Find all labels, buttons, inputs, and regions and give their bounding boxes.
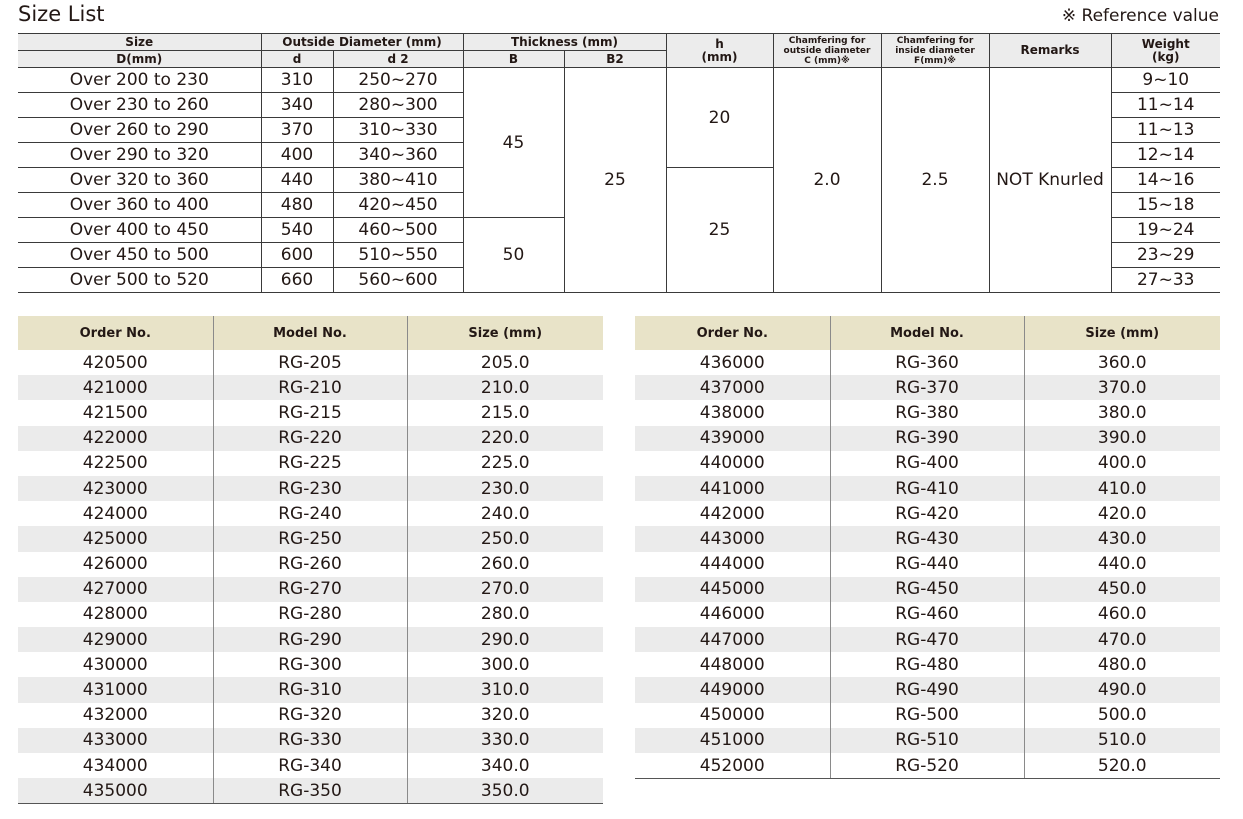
order-row xyxy=(18,426,603,451)
header-size-mm: Size (mm) xyxy=(407,316,603,350)
size-value: 270.0 xyxy=(407,577,603,602)
size-range: Over 360 to 400 xyxy=(18,193,261,218)
size-weight: 15~18 xyxy=(1111,193,1220,218)
header-size: Size xyxy=(18,34,261,51)
model-number: RG-230 xyxy=(213,476,407,501)
size-d2: 310~330 xyxy=(333,118,463,143)
model-number: RG-370 xyxy=(830,375,1024,400)
model-number: RG-500 xyxy=(830,703,1024,728)
model-number: RG-290 xyxy=(213,627,407,652)
model-number: RG-470 xyxy=(830,627,1024,652)
header-size-mm: Size (mm) xyxy=(1024,316,1220,350)
order-row xyxy=(18,627,603,652)
size-d: 660 xyxy=(261,268,333,293)
order-row xyxy=(635,526,1220,551)
header-order-no: Order No. xyxy=(635,316,830,350)
size-weight: 11~14 xyxy=(1111,93,1220,118)
model-number: RG-215 xyxy=(213,400,407,425)
size-value: 450.0 xyxy=(1024,577,1220,602)
order-number: 424000 xyxy=(82,503,148,524)
remarks-value: NOT Knurled xyxy=(989,68,1111,293)
order-row xyxy=(635,552,1220,577)
order-row xyxy=(18,753,603,778)
size-row xyxy=(18,68,1220,93)
header-chamfer-outside: Chamfering for outside diameter C (mm)※ xyxy=(773,34,881,68)
size-value: 510.0 xyxy=(1024,728,1220,753)
order-number: 430000 xyxy=(82,654,148,675)
size-d: 480 xyxy=(261,193,333,218)
order-number: 438000 xyxy=(699,402,765,423)
header-h: h (mm) xyxy=(666,34,773,68)
size-range: Over 260 to 290 xyxy=(18,118,261,143)
header-outside-diameter: Outside Diameter (mm) xyxy=(261,34,463,51)
order-number: 446000 xyxy=(699,604,765,625)
order-number: 427000 xyxy=(18,577,213,602)
order-number: 450000 xyxy=(699,705,765,726)
model-number: RG-300 xyxy=(213,652,407,677)
size-d2: 280~300 xyxy=(333,93,463,118)
order-row xyxy=(635,501,1220,526)
size-d: 600 xyxy=(261,243,333,268)
model-number: RG-430 xyxy=(830,526,1024,551)
model-number: RG-260 xyxy=(213,552,407,577)
order-row xyxy=(635,400,1220,425)
size-value: 260.0 xyxy=(407,552,603,577)
size-d2: 560~600 xyxy=(333,268,463,293)
size-value: 250.0 xyxy=(407,526,603,551)
header-remarks: Remarks xyxy=(989,34,1111,68)
thickness-b-group2: 50 xyxy=(463,218,564,293)
size-table xyxy=(18,33,1220,293)
order-number: 421000 xyxy=(18,375,213,400)
size-value: 480.0 xyxy=(1024,652,1220,677)
size-value: 300.0 xyxy=(407,652,603,677)
size-d: 540 xyxy=(261,218,333,243)
h-group1: 20 xyxy=(666,68,773,168)
order-number: 421500 xyxy=(82,402,148,423)
model-number: RG-330 xyxy=(213,728,407,753)
model-number: RG-225 xyxy=(213,451,407,476)
order-number: 443000 xyxy=(635,526,830,551)
order-number: 442000 xyxy=(699,503,765,524)
thickness-b2: 25 xyxy=(564,68,666,293)
order-number: 434000 xyxy=(82,755,148,776)
size-weight: 9~10 xyxy=(1111,68,1220,93)
order-number: 428000 xyxy=(82,604,148,625)
size-value: 205.0 xyxy=(407,350,603,375)
size-weight: 12~14 xyxy=(1111,143,1220,168)
size-weight: 14~16 xyxy=(1111,168,1220,193)
order-row xyxy=(635,350,1220,375)
order-row xyxy=(18,703,603,728)
size-value: 330.0 xyxy=(407,728,603,753)
order-table-left xyxy=(18,316,603,804)
order-number: 436000 xyxy=(699,352,765,373)
order-number: 445000 xyxy=(635,577,830,602)
order-number: 426000 xyxy=(82,554,148,575)
order-row xyxy=(18,728,603,753)
order-number: 432000 xyxy=(82,705,148,726)
order-number: 444000 xyxy=(699,554,765,575)
order-row xyxy=(635,677,1220,702)
size-range: Over 400 to 450 xyxy=(18,218,261,243)
order-row xyxy=(635,703,1220,728)
size-value: 290.0 xyxy=(407,627,603,652)
order-row xyxy=(18,602,603,627)
model-number: RG-410 xyxy=(830,476,1024,501)
order-number: 420500 xyxy=(82,352,148,373)
header-chamfer-inside: Chamfering for inside diameter F(mm)※ xyxy=(881,34,989,68)
order-row xyxy=(18,552,603,577)
size-weight: 27~33 xyxy=(1111,268,1220,293)
size-value: 340.0 xyxy=(407,753,603,778)
header-d: d xyxy=(261,51,333,68)
page-title: Size List xyxy=(18,2,105,26)
model-number: RG-490 xyxy=(830,677,1024,702)
order-row xyxy=(18,501,603,526)
size-weight: 23~29 xyxy=(1111,243,1220,268)
order-number: 437000 xyxy=(635,375,830,400)
size-value: 350.0 xyxy=(407,778,603,804)
size-d2: 340~360 xyxy=(333,143,463,168)
chamfer-outside-value: 2.0 xyxy=(773,68,881,293)
size-value: 310.0 xyxy=(407,677,603,702)
size-d: 370 xyxy=(261,118,333,143)
size-range: Over 230 to 260 xyxy=(18,93,261,118)
size-value: 500.0 xyxy=(1024,703,1220,728)
model-number: RG-220 xyxy=(213,426,407,451)
size-d2: 510~550 xyxy=(333,243,463,268)
order-number: 447000 xyxy=(635,627,830,652)
size-d2: 380~410 xyxy=(333,168,463,193)
size-value: 520.0 xyxy=(1024,753,1220,779)
size-weight: 19~24 xyxy=(1111,218,1220,243)
size-value: 400.0 xyxy=(1024,451,1220,476)
order-number: 422500 xyxy=(82,453,148,474)
order-number: 440000 xyxy=(699,453,765,474)
model-number: RG-250 xyxy=(213,526,407,551)
size-weight: 11~13 xyxy=(1111,118,1220,143)
model-number: RG-440 xyxy=(830,552,1024,577)
size-value: 240.0 xyxy=(407,501,603,526)
model-number: RG-240 xyxy=(213,501,407,526)
order-row xyxy=(18,451,603,476)
order-row xyxy=(18,577,603,602)
thickness-b-group1: 45 xyxy=(463,68,564,218)
reference-note: ※ Reference value xyxy=(1061,6,1219,26)
h-group2: 25 xyxy=(666,168,773,293)
order-number: 422000 xyxy=(18,426,213,451)
order-number: 431000 xyxy=(18,677,213,702)
size-value: 490.0 xyxy=(1024,677,1220,702)
header-b: B xyxy=(463,51,564,68)
order-row xyxy=(18,652,603,677)
size-value: 320.0 xyxy=(407,703,603,728)
order-row xyxy=(635,728,1220,753)
order-row xyxy=(635,375,1220,400)
size-range: Over 290 to 320 xyxy=(18,143,261,168)
size-d: 310 xyxy=(261,68,333,93)
order-number: 435000 xyxy=(18,778,213,804)
order-row xyxy=(18,350,603,375)
size-range: Over 500 to 520 xyxy=(18,268,261,293)
size-value: 410.0 xyxy=(1024,476,1220,501)
model-number: RG-310 xyxy=(213,677,407,702)
order-number: 441000 xyxy=(635,476,830,501)
size-value: 230.0 xyxy=(407,476,603,501)
model-number: RG-400 xyxy=(830,451,1024,476)
order-row xyxy=(18,400,603,425)
order-number: 448000 xyxy=(699,654,765,675)
size-value: 215.0 xyxy=(407,400,603,425)
order-row xyxy=(635,451,1220,476)
size-d2: 420~450 xyxy=(333,193,463,218)
order-row xyxy=(635,476,1220,501)
header-b2: B2 xyxy=(564,51,666,68)
model-number: RG-520 xyxy=(830,753,1024,779)
size-range: Over 200 to 230 xyxy=(18,68,261,93)
chamfer-inside-value: 2.5 xyxy=(881,68,989,293)
model-number: RG-390 xyxy=(830,426,1024,451)
order-number: 429000 xyxy=(18,627,213,652)
size-d2: 460~500 xyxy=(333,218,463,243)
size-value: 430.0 xyxy=(1024,526,1220,551)
size-value: 360.0 xyxy=(1024,350,1220,375)
model-number: RG-320 xyxy=(213,703,407,728)
order-table-right xyxy=(635,316,1220,779)
model-number: RG-350 xyxy=(213,778,407,804)
size-value: 470.0 xyxy=(1024,627,1220,652)
model-number: RG-360 xyxy=(830,350,1024,375)
size-d: 340 xyxy=(261,93,333,118)
size-value: 220.0 xyxy=(407,426,603,451)
size-d2: 250~270 xyxy=(333,68,463,93)
size-value: 370.0 xyxy=(1024,375,1220,400)
model-number: RG-210 xyxy=(213,375,407,400)
order-number: 439000 xyxy=(635,426,830,451)
header-model-no: Model No. xyxy=(830,316,1024,350)
model-number: RG-480 xyxy=(830,652,1024,677)
size-d: 400 xyxy=(261,143,333,168)
size-range: Over 450 to 500 xyxy=(18,243,261,268)
model-number: RG-420 xyxy=(830,501,1024,526)
size-value: 460.0 xyxy=(1024,602,1220,627)
size-d: 440 xyxy=(261,168,333,193)
header-thickness: Thickness (mm) xyxy=(463,34,666,51)
size-value: 420.0 xyxy=(1024,501,1220,526)
model-number: RG-380 xyxy=(830,400,1024,425)
model-number: RG-205 xyxy=(213,350,407,375)
order-row xyxy=(18,677,603,702)
model-number: RG-280 xyxy=(213,602,407,627)
header-order-no: Order No. xyxy=(18,316,213,350)
order-row xyxy=(635,627,1220,652)
size-value: 440.0 xyxy=(1024,552,1220,577)
header-size-unit: D(mm) xyxy=(18,51,261,68)
order-row xyxy=(635,602,1220,627)
size-range: Over 320 to 360 xyxy=(18,168,261,193)
model-number: RG-510 xyxy=(830,728,1024,753)
order-number: 452000 xyxy=(635,753,830,779)
model-number: RG-450 xyxy=(830,577,1024,602)
header-model-no: Model No. xyxy=(213,316,407,350)
order-row xyxy=(18,526,603,551)
size-value: 390.0 xyxy=(1024,426,1220,451)
order-row xyxy=(635,753,1220,779)
model-number: RG-340 xyxy=(213,753,407,778)
size-value: 280.0 xyxy=(407,602,603,627)
order-row xyxy=(18,375,603,400)
model-number: RG-460 xyxy=(830,602,1024,627)
order-row xyxy=(635,652,1220,677)
header-weight: Weight (kg) xyxy=(1111,34,1220,68)
order-row xyxy=(18,476,603,501)
header-d2: d 2 xyxy=(333,51,463,68)
order-number: 449000 xyxy=(635,677,830,702)
order-row xyxy=(635,426,1220,451)
order-number: 423000 xyxy=(18,476,213,501)
order-number: 425000 xyxy=(18,526,213,551)
order-row xyxy=(18,778,603,804)
order-number: 433000 xyxy=(18,728,213,753)
size-value: 380.0 xyxy=(1024,400,1220,425)
order-row xyxy=(635,577,1220,602)
size-value: 225.0 xyxy=(407,451,603,476)
model-number: RG-270 xyxy=(213,577,407,602)
order-number: 451000 xyxy=(635,728,830,753)
size-value: 210.0 xyxy=(407,375,603,400)
